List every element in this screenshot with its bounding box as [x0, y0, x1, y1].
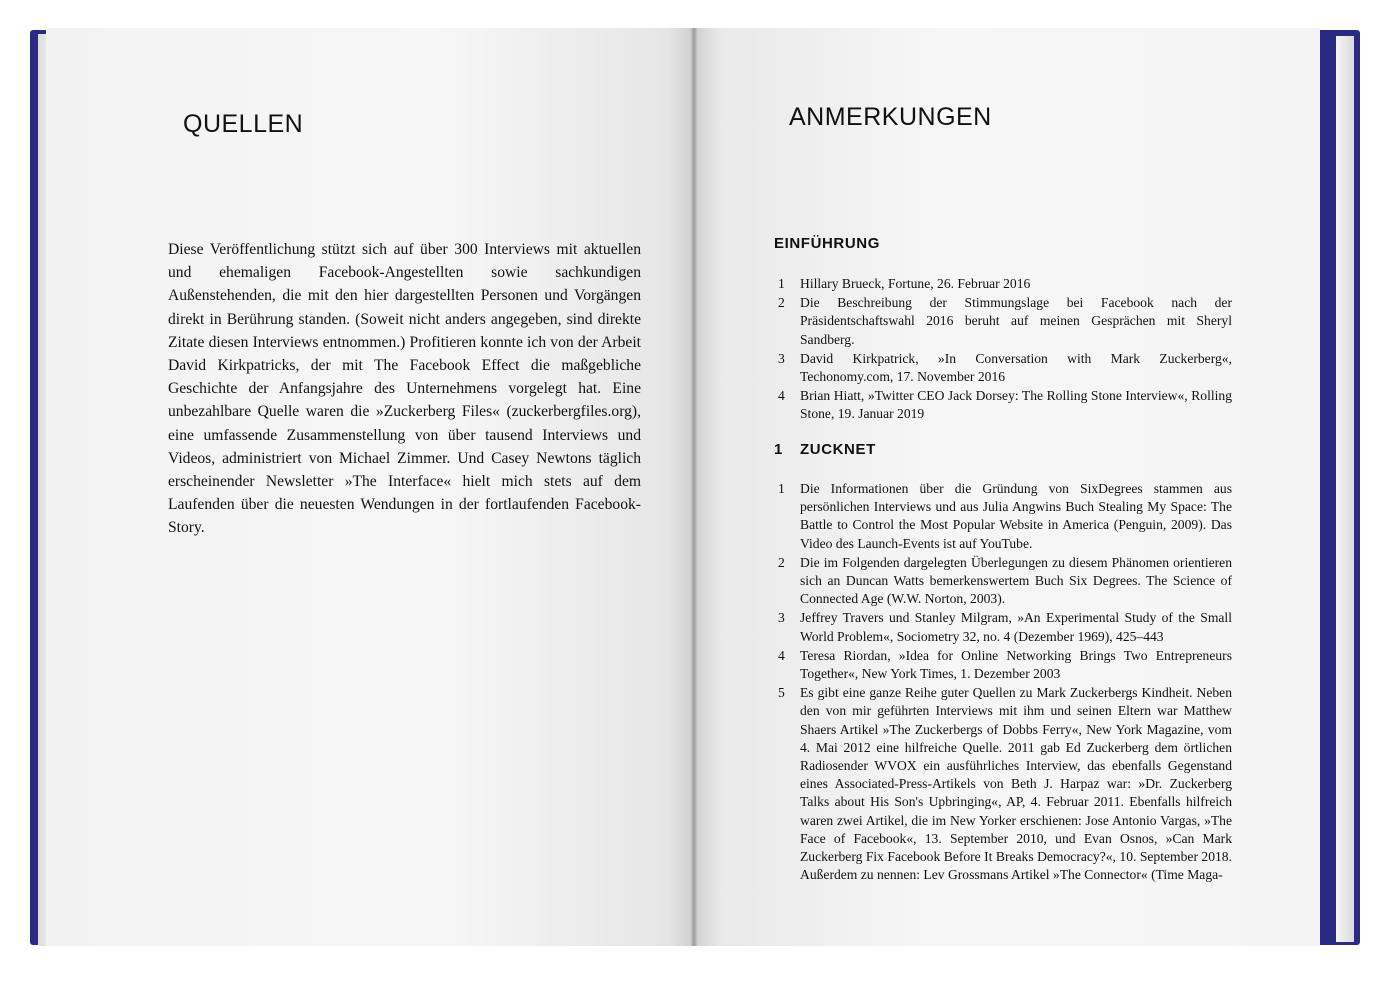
section-title: ZUCKNET	[800, 441, 876, 458]
note-item	[774, 554, 1232, 609]
note-number: 4	[778, 388, 785, 404]
book-gutter	[690, 28, 698, 946]
note-number: 4	[778, 647, 785, 663]
note-text: Hillary Brueck, Fortune, 26. Februar 2016	[800, 276, 1031, 291]
page-edges-right	[1336, 36, 1354, 942]
note-number: 3	[778, 350, 785, 366]
note-number: 5	[778, 685, 785, 701]
sources-heading: QUELLEN	[183, 110, 304, 138]
note-text: Brian Hiatt, »Twitter CEO Jack Dorsey: The Rolling Stone Interview«, Rolling Stone, 19. Januar 2019	[800, 388, 1232, 422]
note-text: Die Informationen über die Gründung von SixDegrees stammen aus persönlichen Interviews und aus Julia Angwins Buch Stealing My Space: The Battle to Control the Most Popular Website in America (Penguin, 2009). Das Video des Launch-Events ist auf YouTube.	[800, 481, 1232, 551]
note-number: 3	[778, 610, 785, 626]
note-number: 1	[778, 276, 785, 291]
note-number: 2	[778, 295, 785, 311]
note-item	[774, 684, 1232, 884]
note-item	[774, 387, 1232, 423]
notes-heading: ANMERKUNGEN	[789, 103, 992, 131]
note-item	[774, 609, 1232, 645]
note-item	[774, 275, 1232, 293]
section-heading-zucknet	[774, 441, 876, 458]
note-text: Teresa Riordan, »Idea for Online Networking Brings Two Entrepreneurs Together«, New York Times, 1. Dezember 2003	[800, 647, 1232, 682]
note-item	[774, 647, 1232, 683]
note-text: Die im Folgenden dargelegten Überlegungen zu diesem Phänomen orientieren sich an Duncan Watts bemerkenswertem Buch Six Degrees. The Science of Connected Age (W.W. Norton, 2003).	[800, 554, 1232, 607]
section-title: EINFÜHRUNG	[774, 235, 880, 252]
notes-list-zucknet	[774, 480, 1232, 885]
notes-list-introduction	[774, 275, 1232, 425]
note-text: David Kirkpatrick, »In Conversation with Mark Zuckerberg«, Techonomy.com, 17. November 2016	[800, 350, 1232, 385]
sources-paragraph: Diese Veröffentlichung stützt sich auf über 300 Interviews mit aktuellen und ehemaligen Facebook-Angestellten sowie sachkundigen Außenstehenden, die mit den hier dargestellten Personen und Vorgängen direkt in Berührung standen. (Soweit nicht anders angegeben, sind direkte Zitate diesen Interviews entnommen.) Profitieren konnte ich von der Arbeit David Kirkpatricks, der mit The Facebook Effect die maßgebliche Geschichte der Anfangsjahre des Unternehmens vorgelegt hat. Eine unbezahlbare Quelle waren die »Zuckerberg Files« (zuckerbergfiles.org), eine umfassende Zusammenstellung von über tausend Interviews und Videos, administriert von Michael Zimmer. Und Casey Newtons täglich erscheinender Newsletter »The Interface« hielt mich stets auf dem Laufenden über die neuesten Wendungen in der fortlaufenden Facebook-Story.	[168, 241, 641, 537]
note-number: 2	[778, 554, 785, 570]
note-text: Die Beschreibung der Stimmungslage bei Facebook nach der Präsidentschaftswahl 2016 beruht auf meinen Gesprächen mit Sheryl Sandberg.	[800, 295, 1232, 347]
note-item	[774, 480, 1232, 553]
section-number: 1	[774, 441, 783, 458]
note-text: Es gibt eine ganze Reihe guter Quellen zu Mark Zuckerbergs Kindheit. Neben den von mir geführten Interviews mit ihm und seinen Eltern war Matthew Shaers Artikel »The Zuckerbergs of Dobbs Ferry«, New York Magazine, vom 4. Mai 2012 eine hilfreiche Quelle. 2011 gab Ed Zuckerberg dem örtlichen Radiosender WVOX ein ausführliches Interview, das ebenfalls Gegenstand eines Associated-Press-Artikels von Beth J. Harpaz war: »Dr. Zuckerberg Talks about His Son's Upbringing«, AP, 4. Februar 2011. Ebenfalls hilfreich waren zwei Artikel, die im New Yorker erschienen: Jose Antonio Vargas, »The Face of Facebook«, 13. September 2010, und Evan Osnos, »Can Mark Zuckerberg Fix Facebook Before It Breaks Democracy?«, 10. September 2018. Außerdem zu nennen: Lev Grossmans Artikel »The Connector« (Time Maga-	[800, 685, 1232, 883]
note-item	[774, 294, 1232, 349]
note-number: 1	[778, 481, 785, 496]
note-text: Jeffrey Travers und Stanley Milgram, »An Experimental Study of the Small World Problem«, Sociometry 32, no. 4 (Dezember 1969), 425–443	[800, 610, 1232, 644]
section-heading-introduction	[774, 235, 880, 252]
note-item	[774, 350, 1232, 386]
